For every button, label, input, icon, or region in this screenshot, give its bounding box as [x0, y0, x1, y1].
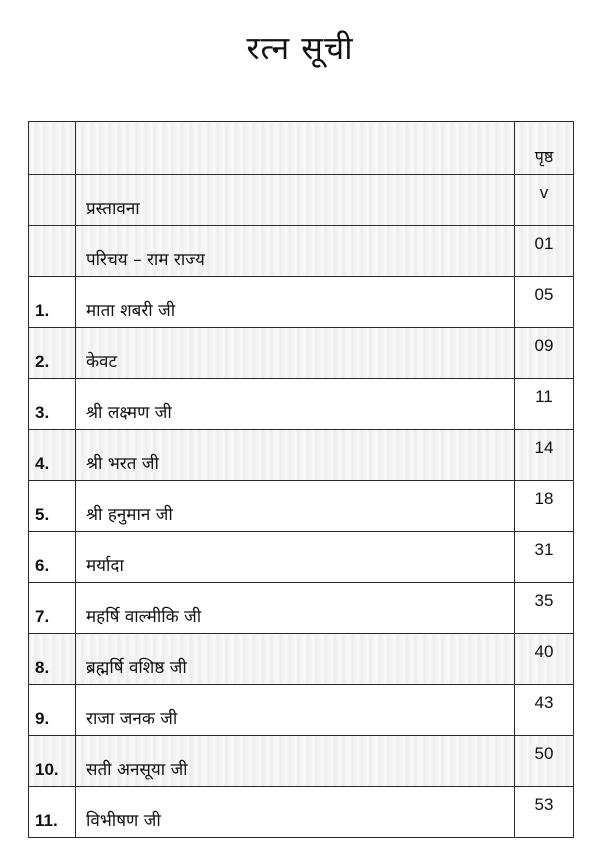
row-title: परिचय – राम राज्य	[76, 226, 515, 277]
row-page: 53	[515, 787, 574, 838]
header-page-label: पृष्ठ	[515, 122, 574, 175]
row-title: श्री हनुमान जी	[76, 481, 515, 532]
table-row	[29, 532, 574, 583]
row-page: 18	[515, 481, 574, 532]
table-row	[29, 328, 574, 379]
table-row	[29, 583, 574, 634]
row-number: 10.	[29, 736, 76, 787]
row-page: v	[515, 175, 574, 226]
table-row	[29, 481, 574, 532]
row-title: राजा जनक जी	[76, 685, 515, 736]
table-header-row	[29, 122, 574, 175]
row-page: 35	[515, 583, 574, 634]
header-title-cell	[76, 122, 515, 175]
row-title: श्री भरत जी	[76, 430, 515, 481]
row-number	[29, 175, 76, 226]
row-title: प्रस्तावना	[76, 175, 515, 226]
row-number: 5.	[29, 481, 76, 532]
table-row	[29, 379, 574, 430]
row-title: महर्षि वाल्मीकि जी	[76, 583, 515, 634]
row-number: 6.	[29, 532, 76, 583]
row-title: ब्रह्मर्षि वशिष्ठ जी	[76, 634, 515, 685]
table-row	[29, 226, 574, 277]
table-row	[29, 787, 574, 838]
table-row	[29, 634, 574, 685]
row-page: 43	[515, 685, 574, 736]
row-page: 11	[515, 379, 574, 430]
row-page: 09	[515, 328, 574, 379]
row-number: 4.	[29, 430, 76, 481]
row-number	[29, 226, 76, 277]
row-title: श्री लक्ष्मण जी	[76, 379, 515, 430]
row-title: मर्यादा	[76, 532, 515, 583]
table-row	[29, 736, 574, 787]
table-row	[29, 277, 574, 328]
row-title: माता शबरी जी	[76, 277, 515, 328]
row-number: 2.	[29, 328, 76, 379]
table-row	[29, 430, 574, 481]
table-row	[29, 175, 574, 226]
row-number: 3.	[29, 379, 76, 430]
row-page: 01	[515, 226, 574, 277]
row-number: 7.	[29, 583, 76, 634]
row-title: सती अनसूया जी	[76, 736, 515, 787]
contents-table	[28, 121, 574, 838]
row-title: केवट	[76, 328, 515, 379]
header-num-cell	[29, 122, 76, 175]
table-row	[29, 685, 574, 736]
row-number: 11.	[29, 787, 76, 838]
page-title: रत्न सूची	[246, 29, 354, 67]
row-number: 9.	[29, 685, 76, 736]
row-number: 1.	[29, 277, 76, 328]
row-page: 14	[515, 430, 574, 481]
row-page: 31	[515, 532, 574, 583]
row-page: 50	[515, 736, 574, 787]
row-page: 05	[515, 277, 574, 328]
row-number: 8.	[29, 634, 76, 685]
row-title: विभीषण जी	[76, 787, 515, 838]
row-page: 40	[515, 634, 574, 685]
